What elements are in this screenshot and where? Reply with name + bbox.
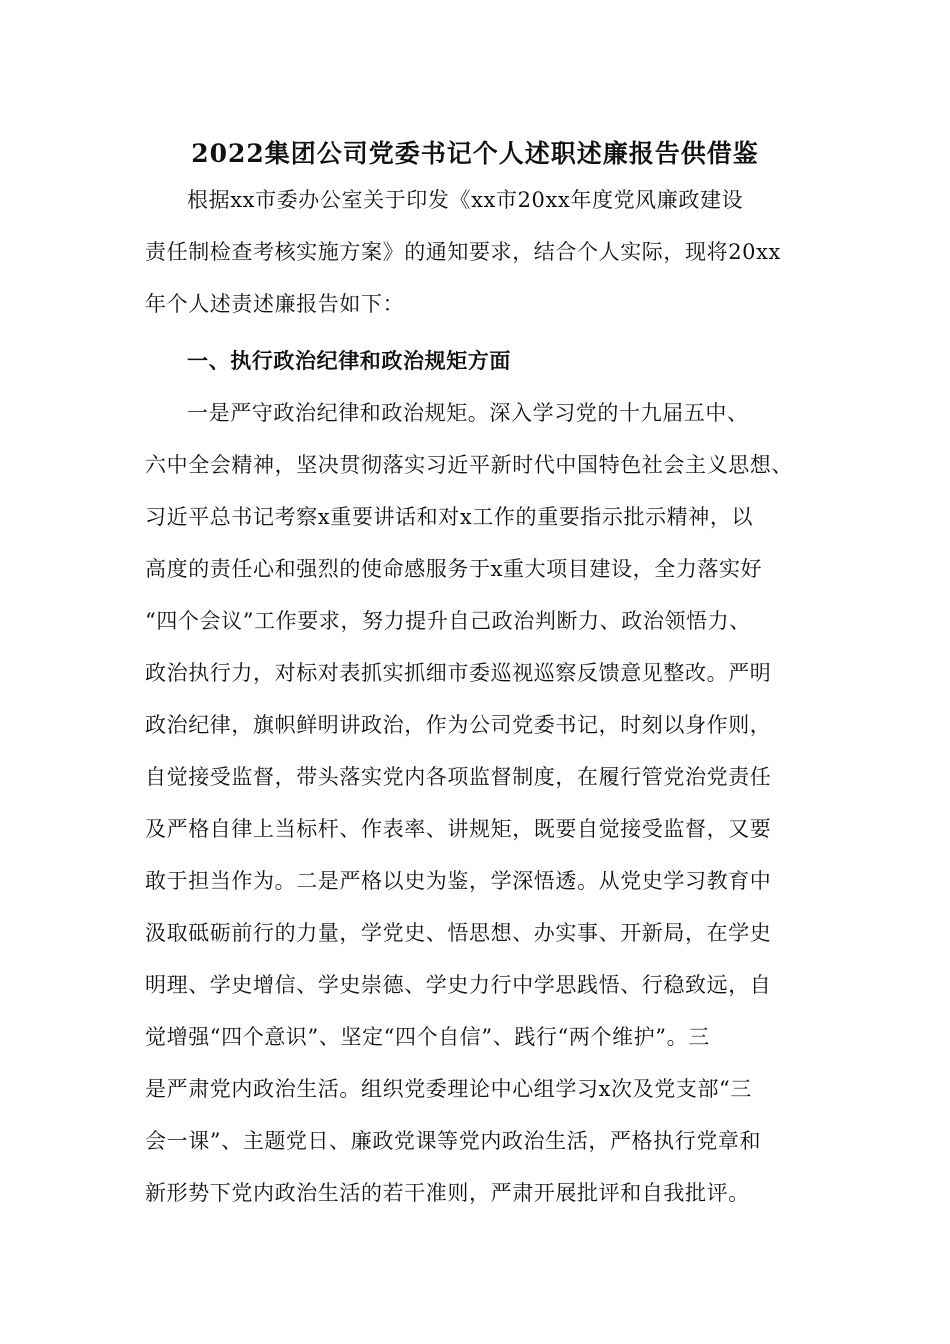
section-heading: 一、执行政治纪律和政治规矩方面 bbox=[187, 348, 511, 373]
body-line-14: 是严肃党内政治生活。组织党委理论中心组学习x次及党支部“三 bbox=[145, 1077, 752, 1101]
body-line-11: 汲取砥砺前行的力量，学党史、悟思想、办实事、开新局，在学史 bbox=[145, 921, 772, 945]
body-line-13: 觉增强“四个意识”、坚定“四个自信”、践行“两个维护”。三 bbox=[145, 1025, 710, 1049]
body-line-15: 会一课”、主题党日、廉政党课等党内政治生活，严格执行党章和 bbox=[145, 1129, 762, 1153]
body-line-8: 自觉接受监督，带头落实党内各项监督制度，在履行管党治党责任 bbox=[145, 765, 772, 789]
intro-line-2: 责任制检查考核实施方案》的通知要求，结合个人实际，现将20xx bbox=[145, 240, 782, 264]
body-line-4: 高度的责任心和强烈的使命感服务于x重大项目建设，全力落实好 bbox=[145, 557, 763, 581]
body-line-7: 政治纪律，旗帜鲜明讲政治，作为公司党委书记，时刻以身作则， bbox=[145, 713, 772, 737]
intro-line-3: 年个人述责述廉报告如下： bbox=[145, 292, 405, 316]
body-line-6: 政治执行力，对标对表抓实抓细市委巡视巡察反馈意见整改。严明 bbox=[145, 661, 772, 685]
intro-line-1: 根据xx市委办公室关于印发《xx市20xx年度党风廉政建设 bbox=[187, 188, 744, 212]
document-title: 2022集团公司党委书记个人述职述廉报告供借鉴 bbox=[191, 139, 759, 168]
body-line-12: 明理、学史增信、学史崇德、学史力行中学思践悟、行稳致远，自 bbox=[145, 973, 772, 997]
body-line-1: 一是严守政治纪律和政治规矩。深入学习党的十九届五中、 bbox=[187, 401, 749, 425]
body-line-2: 六中全会精神，坚决贯彻落实习近平新时代中国特色社会主义思想、 bbox=[145, 453, 793, 477]
body-line-3: 习近平总书记考察x重要讲话和对x工作的重要指示批示精神，以 bbox=[145, 505, 754, 529]
body-line-5: “四个会议”工作要求，努力提升自己政治判断力、政治领悟力、 bbox=[145, 609, 751, 633]
body-line-9: 及严格自律上当标杆、作表率、讲规矩，既要自觉接受监督，又要 bbox=[145, 817, 772, 841]
body-line-10: 敢于担当作为。二是严格以史为鉴，学深悟透。从党史学习教育中 bbox=[145, 869, 772, 893]
body-line-16: 新形势下党内政治生活的若干准则，严肃开展批评和自我批评。 bbox=[145, 1181, 750, 1205]
